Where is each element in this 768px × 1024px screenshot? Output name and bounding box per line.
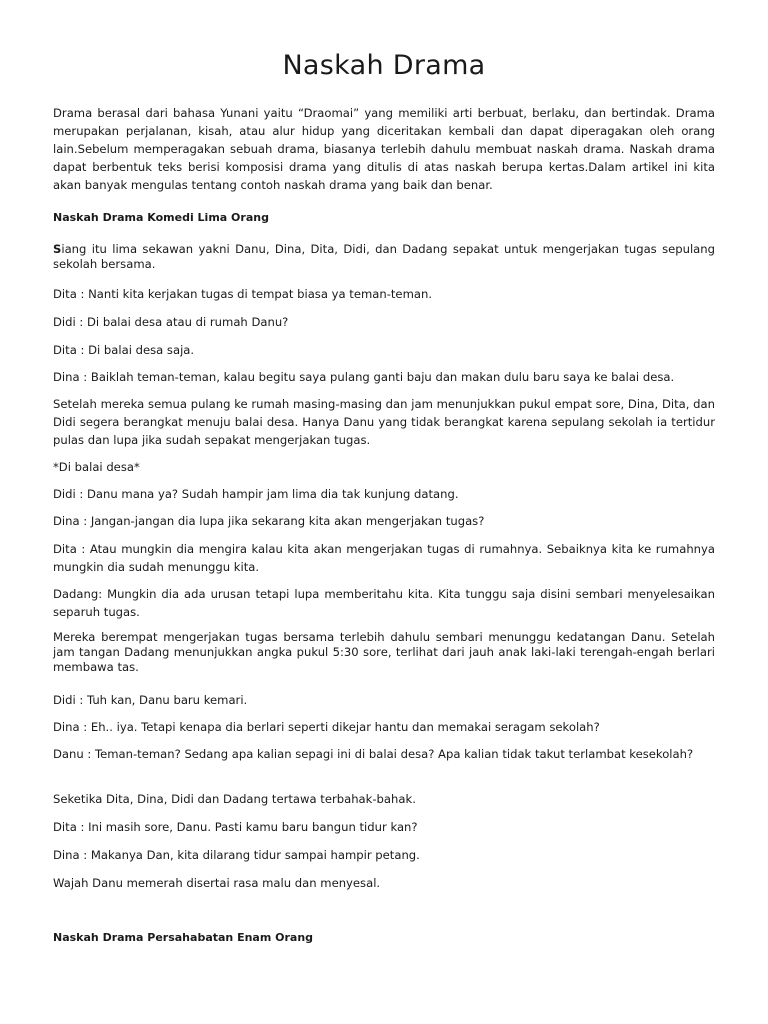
narration-paragraph: Mereka berempat mengerjakan tugas bersama terlebih dahulu sembari menunggu kedatangan Danu. Setelah jam tangan Dadang menunjukkan angka pukul 5:30 sore, terlihat dari jauh anak laki-laki terengah-engah berlari membawa tas. xyxy=(53,630,715,674)
dialog-line: Dita : Nanti kita kerjakan tugas di tempat biasa ya teman-teman. xyxy=(53,287,432,301)
opening-paragraph-text: iang itu lima sekawan yakni Danu, Dina, Dita, Didi, dan Dadang sepakat untuk mengerjakan tugas sepulang sekolah bersama. xyxy=(53,242,715,271)
section-heading-persahabatan: Naskah Drama Persahabatan Enam Orang xyxy=(53,931,314,944)
dialog-line: Dina : Eh.. iya. Tetapi kenapa dia berlari seperti dikejar hantu dan memakai seragam sekolah? xyxy=(53,720,600,734)
dialog-line: Dita : Atau mungkin dia mengira kalau kita akan mengerjakan tugas di rumahnya. Sebaiknya kita ke rumahnya mungkin dia sudah menunggu kita. xyxy=(53,542,715,574)
dialog-line: Didi : Tuh kan, Danu baru kemari. xyxy=(53,693,248,707)
dialog-line: Didi : Danu mana ya? Sudah hampir jam lima dia tak kunjung datang. xyxy=(53,487,459,501)
dialog-line: Dita : Di balai desa saja. xyxy=(53,343,195,357)
dialog-line: Dina : Jangan-jangan dia lupa jika sekarang kita akan mengerjakan tugas? xyxy=(53,514,485,528)
dialog-line: Dina : Makanya Dan, kita dilarang tidur sampai hampir petang. xyxy=(53,848,420,862)
narration-line: Wajah Danu memerah disertai rasa malu dan menyesal. xyxy=(53,876,381,890)
opening-paragraph xyxy=(53,242,715,272)
narration-paragraph: Setelah mereka semua pulang ke rumah masing-masing dan jam menunjukkan pukul empat sore, Dina, Dita, dan Didi segera berangkat menuju balai desa. Hanya Danu yang tidak berangkat karena sepulang sekolah ia tertidur pulas dan lupa jika sudah sepakat mengerjakan tugas. xyxy=(53,397,715,447)
dialog-line: Dadang: Mungkin dia ada urusan tetapi lupa memberitahu kita. Kita tunggu saja disini sembari menyelesaikan separuh tugas. xyxy=(53,587,715,619)
dialog-line: Dita : Ini masih sore, Danu. Pasti kamu baru bangun tidur kan? xyxy=(53,820,418,834)
dialog-line: Dina : Baiklah teman-teman, kalau begitu saya pulang ganti baju dan makan dulu baru saya ke balai desa. xyxy=(53,370,675,384)
page-title: Naskah Drama xyxy=(282,50,486,81)
dialog-line: Danu : Teman-teman? Sedang apa kalian sepagi ini di balai desa? Apa kalian tidak takut terlambat kesekolah? xyxy=(53,747,694,761)
intro-paragraph: Drama berasal dari bahasa Yunani yaitu “Draomai” yang memiliki arti berbuat, berlaku, dan bertindak. Drama merupakan perjalanan, kisah, atau alur hidup yang diceritakan kembali dan dapat diperagakan oleh orang lain.Sebelum memperagakan sebuah drama, biasanya terlebih dahulu membuat naskah drama. Naskah drama dapat berbentuk teks berisi komposisi drama yang ditulis di atas naskah berupa kertas.Dalam artikel ini kita akan banyak mengulas tentang contoh naskah drama yang baik dan benar. xyxy=(53,106,715,192)
dialog-line: Didi : Di balai desa atau di rumah Danu? xyxy=(53,315,289,329)
narration-line: Seketika Dita, Dina, Didi dan Dadang tertawa terbahak-bahak. xyxy=(53,792,416,806)
scene-direction: *Di balai desa* xyxy=(53,460,140,474)
section-heading-komedi: Naskah Drama Komedi Lima Orang xyxy=(53,211,269,224)
drop-initial: S xyxy=(53,242,62,256)
